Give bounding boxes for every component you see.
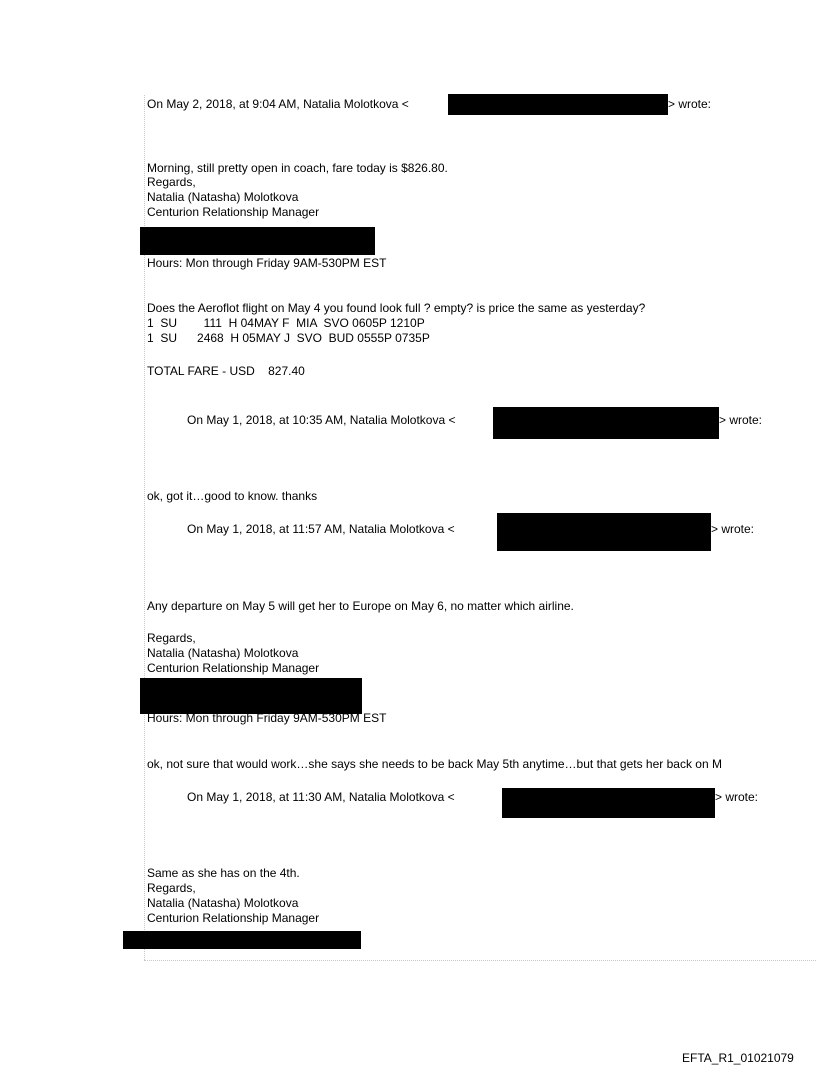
reply-1-signature-title: Centurion Relationship Manager — [147, 205, 320, 219]
redaction-email-address-4 — [502, 788, 715, 818]
reply-5-signature-name: Natalia (Natasha) Molotkova — [147, 896, 299, 910]
reply-3-line-1: Any departure on May 5 will get her to Europe on May 6, no matter which airline. — [147, 599, 574, 613]
email-header-1-prefix: On May 2, 2018, at 9:04 AM, Natalia Molotkova < — [147, 97, 409, 111]
reply-5-regards: Regards, — [147, 881, 196, 895]
reply-1-hours: Hours: Mon through Friday 9AM-530PM EST — [147, 256, 387, 270]
total-fare: TOTAL FARE - USD 827.40 — [147, 364, 305, 378]
email-header-4-prefix: On May 1, 2018, at 11:30 AM, Natalia Molotkova < — [187, 790, 455, 804]
reply-1-signature-name: Natalia (Natasha) Molotkova — [147, 190, 299, 204]
email-header-4-suffix: > wrote: — [715, 790, 759, 804]
quote-border-vertical — [144, 95, 145, 960]
email-header-3-suffix: > wrote: — [711, 522, 755, 536]
itinerary-row-1: 1 SU 111 H 04MAY F MIA SVO 0605P 1210P — [147, 316, 425, 330]
reply-3-signature-name: Natalia (Natasha) Molotkova — [147, 646, 299, 660]
reply-3-hours: Hours: Mon through Friday 9AM-530PM EST — [147, 711, 387, 725]
redaction-signature-contact-3 — [123, 931, 361, 949]
reply-3-regards: Regards, — [147, 631, 196, 645]
itinerary-row-2: 1 SU 2468 H 05MAY J SVO BUD 0555P 0735P — [147, 331, 430, 345]
reply-1-regards: Regards, — [147, 175, 196, 189]
reply-3-signature-title: Centurion Relationship Manager — [147, 661, 320, 675]
redaction-signature-contact-2 — [140, 678, 362, 714]
quote-border-horizontal — [144, 960, 816, 961]
reply-1-line-1: Morning, still pretty open in coach, fare today is $826.80. — [147, 161, 448, 175]
reply-5-line-1: Same as she has on the 4th. — [147, 866, 300, 880]
document-id: EFTA_R1_01021079 — [682, 1051, 794, 1065]
redaction-email-address-1 — [448, 94, 668, 115]
email-header-2-suffix: > wrote: — [719, 413, 763, 427]
redaction-signature-contact-1 — [140, 227, 375, 255]
email-header-1-suffix: > wrote: — [668, 97, 712, 111]
reply-2-line-1: ok, got it…good to know. thanks — [147, 489, 318, 503]
redaction-email-address-3 — [497, 513, 711, 551]
redaction-email-address-2 — [493, 407, 719, 439]
email-header-2-prefix: On May 1, 2018, at 10:35 AM, Natalia Molotkova < — [187, 413, 456, 427]
email-header-3-prefix: On May 1, 2018, at 11:57 AM, Natalia Molotkova < — [187, 522, 455, 536]
reply-5-signature-title: Centurion Relationship Manager — [147, 911, 320, 925]
reply-4-line-1: ok, not sure that would work…she says she needs to be back May 5th anytime…but that gets her back on M — [147, 757, 722, 771]
question-line-1: Does the Aeroflot flight on May 4 you found look full ? empty? is price the same as yesterday? — [147, 301, 646, 315]
